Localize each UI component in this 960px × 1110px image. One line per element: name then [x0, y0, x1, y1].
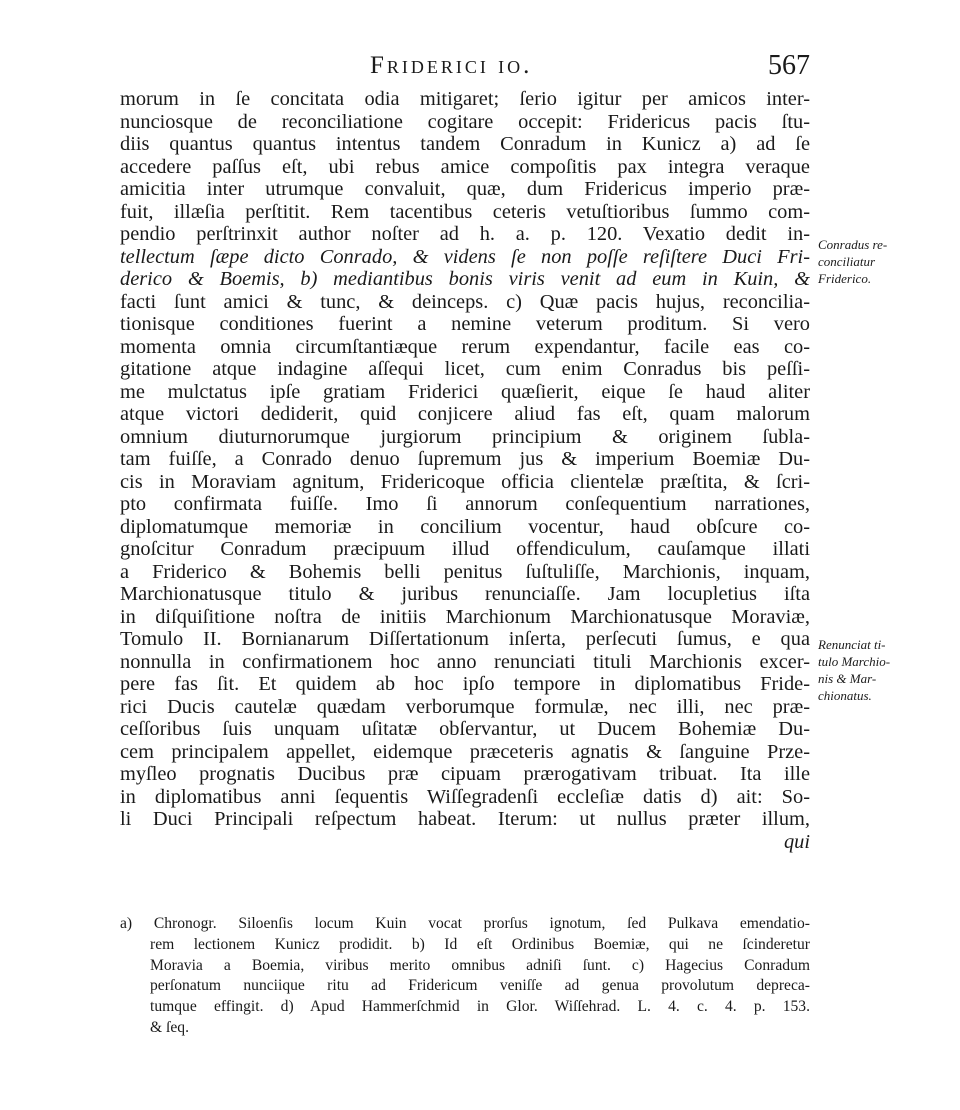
text-line: Tomulo II. Bornianarum Diſſertationum inſerta, perſecuti ſumus, e qua: [120, 628, 810, 650]
footnote-line: & ſeq.: [150, 1018, 189, 1036]
page-header: [120, 50, 810, 90]
text-line: cis in Moraviam agnitum, Fridericoque officia clientelæ præſtita, & ſcri-: [120, 470, 810, 493]
footnote-line: tumque effingit. d) Apud Hammerſchmid in Glor. Wiſſehrad. L. 4. c. 4. p. 153.: [150, 998, 810, 1016]
margin-note-line: Conradus re-: [818, 237, 888, 252]
text-line: tionisque conditiones fuerint a nemine veterum proditum. Si vero: [120, 313, 810, 335]
text-line: gitatione atque indagine aſſequi licet, cum enim Conradus bis peſſi-: [120, 358, 810, 380]
page-number: 567: [768, 50, 810, 81]
text-line: li Duci Principali reſpectum habeat. Iterum: ut nullus præter illum,: [120, 808, 810, 830]
text-line: Marchionatusque titulo & juribus renunciaſſe. Jam locupletius iſta: [120, 583, 810, 605]
text-line: me mulctatus ipſe gratiam Friderici quæſierit, eique ſe haud aliter: [120, 380, 810, 403]
footnote-line: Moravia a Boemia, viribus merito omnibus adniſi ſunt. c) Hagecius Conradum: [150, 956, 810, 974]
margin-note-line: conciliatur: [818, 254, 876, 269]
text-line: derico & Boemis, b) mediantibus bonis viris venit ad eum in Kuin, &: [120, 268, 810, 290]
text-line: a Friderico & Bohemis belli penitus ſuſtuliſſe, Marchionis, inquam,: [120, 560, 810, 583]
text-line: rici Ducis cautelæ quædam verborumque formulæ, nec illi, nec præ-: [120, 695, 810, 718]
text-line: in diſquiſitione noſtra de initiis Marchionum Marchionatusque Moraviæ,: [120, 605, 810, 628]
text-line: gnoſcitur Conradum præcipuum illud offendiculum, cauſamque illati: [120, 538, 810, 560]
text-line: in diplomatibus anni ſequentis Wiſſegradenſi eccleſiæ datis d) ait: So-: [120, 785, 810, 808]
text-line: diplomatumque memoriæ in concilium vocentur, haud obſcure co-: [120, 515, 810, 538]
margin-note: [818, 636, 943, 704]
main-text: [120, 88, 810, 853]
text-line: omnium diuturnorumque jurgiorum principium & originem ſubla-: [120, 425, 810, 448]
text-line: accedere paſſus eſt, ubi rebus amice compoſitis pax integra veraque: [120, 155, 810, 178]
margin-note-line: Friderico.: [818, 271, 872, 286]
margin-note-line: nis & Mar-: [818, 671, 877, 686]
text-line: cem principalem appellet, eidemque præceteris agnatis & ſanguine Prze-: [120, 740, 810, 763]
text-line: myſleo prognatis Ducibus præ cipuam prærogativam tribuat. Ita ille: [120, 763, 810, 785]
text-line: tam fuiſſe, a Conrado denuo ſupremum jus & imperium Boemiæ Du-: [120, 448, 810, 470]
footnote-line: perſonatum nunciique ritu ad Fridericum veniſſe ad genua provolutum depreca-: [150, 977, 810, 995]
text-line: diis quantus quantus intentus tandem Conradum in Kunicz a) ad ſe: [120, 133, 810, 155]
text-line: pere fas ſit. Et quidem ab hoc ipſo tempore in diplomatibus Fride-: [120, 673, 810, 695]
text-line: momenta omnia circumſtantiæque rerum expendantur, facile eas co-: [120, 335, 810, 358]
running-title: Friderici io.: [370, 52, 533, 79]
text-line: morum in ſe concitata odia mitigaret; ſerio igitur per amicos inter-: [120, 88, 810, 110]
text-line: fuit, illæſia perſtitit. Rem tacentibus ceteris vetuſtioribus ſummo com-: [120, 200, 810, 223]
footnotes: [120, 914, 810, 1039]
text-line: facti ſunt amici & tunc, & deinceps. c) Quæ pacis hujus, reconcilia-: [120, 290, 810, 313]
catchword: qui: [783, 830, 810, 853]
text-line: amicitia inter utrumque convaluit, quæ, dum Fridericus imperio præ-: [120, 178, 810, 200]
text-line: nonnulla in confirmationem hoc anno renunciati tituli Marchionis excer-: [120, 650, 810, 673]
footnote-line: a) Chronogr. Siloenſis locum Kuin vocat prorſus ignotum, ſed Pulkava emendatio-: [120, 915, 810, 932]
text-line: atque victori dediderit, quid conjicere aliud fas eſt, quam malorum: [120, 403, 810, 425]
margin-note: [818, 236, 943, 287]
text-line: tellectum ſæpe dicto Conrado, & videns ſe non poſſe reſiſtere Duci Fri-: [120, 245, 810, 268]
footnote-line: rem lectionem Kunicz prodidit. b) Id eſt Ordinibus Boemiæ, qui ne ſcinderetur: [150, 935, 810, 953]
margin-note-line: Renunciat ti-: [818, 637, 886, 652]
text-line: nunciosque de reconciliatione cogitare occepit: Fridericus pacis ſtu-: [120, 110, 810, 133]
text-line: pendio perſtrinxit author noſter ad h. a. p. 120. Vexatio dedit in-: [120, 223, 810, 245]
margin-note-line: tulo Marchio-: [818, 654, 891, 669]
text-line: ceſſoribus ſuis unquam uſitatæ obſervantur, ut Ducem Bohemiæ Du-: [120, 718, 810, 740]
margin-note-line: chionatus.: [818, 688, 872, 703]
text-line: pto confirmata fuiſſe. Imo ſi annorum conſequentium narrationes,: [120, 493, 810, 515]
